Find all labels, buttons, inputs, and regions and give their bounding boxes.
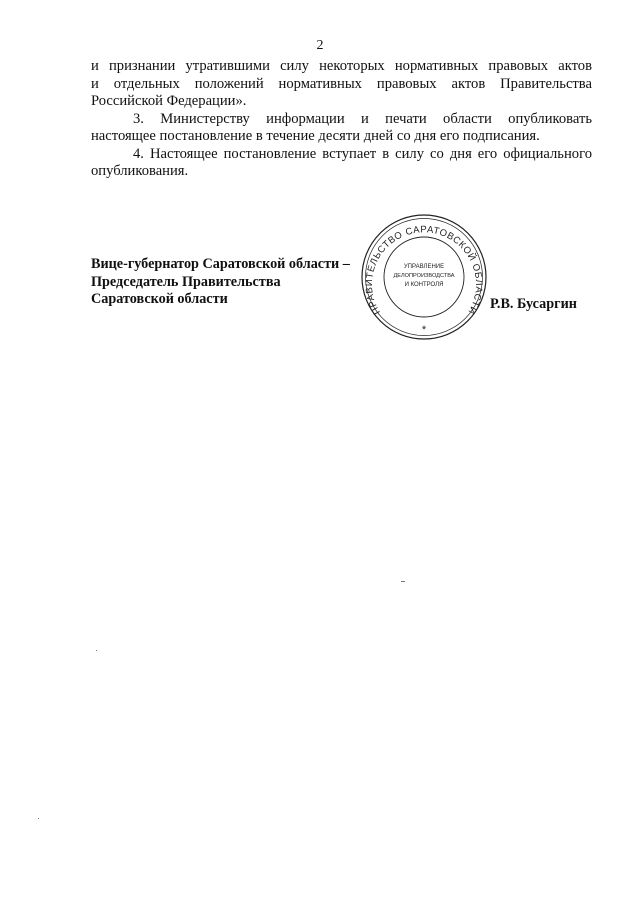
seal-star-icon: *	[421, 324, 427, 336]
text-line: 4. Настоящее постановление вступает в силу со дня его официального	[133, 145, 592, 162]
seal-inner-line: ДЕЛОПРОИЗВОДСТВА	[393, 273, 455, 279]
text-line: Российской Федерации».	[91, 93, 247, 109]
seal-outer-text: ПРАВИТЕЛЬСТВО САРАТОВСКОЙ ОБЛАСТИ	[363, 224, 485, 317]
paragraph-continuation	[91, 58, 592, 111]
svg-text:ПРАВИТЕЛЬСТВО САРАТОВСКОЙ ОБЛА	[364, 224, 484, 316]
text-line: и отдельных положений нормативных правовых актов Правительства	[91, 75, 592, 92]
text-line: настоящее постановление в течение десяти дней со дня его подписания.	[91, 128, 540, 144]
text-line: и признании утратившими силу некоторых нормативных правовых актов	[91, 58, 592, 74]
official-seal	[360, 213, 488, 341]
document-body	[91, 58, 592, 181]
position-line: Саратовской области	[91, 291, 228, 307]
seal-inner-line: И КОНТРОЛЯ	[404, 282, 444, 288]
paragraph-4	[91, 146, 592, 181]
signatory-position	[91, 256, 350, 309]
paragraph-3	[91, 111, 592, 146]
text-line: 3. Министерству информации и печати области опубликовать	[133, 110, 592, 127]
scan-artifact	[401, 581, 405, 582]
page-number: 2	[316, 38, 324, 53]
position-line: Вице-губернатор Саратовской области –	[91, 256, 350, 272]
scan-artifact	[38, 818, 39, 819]
text-line: опубликования.	[91, 163, 189, 179]
position-line: Председатель Правительства	[91, 273, 281, 290]
seal-inner-line: УПРАВЛЕНИЕ	[403, 264, 445, 270]
scan-artifact	[96, 650, 97, 651]
signatory-name: Р.В. Бусаргин	[490, 296, 577, 312]
